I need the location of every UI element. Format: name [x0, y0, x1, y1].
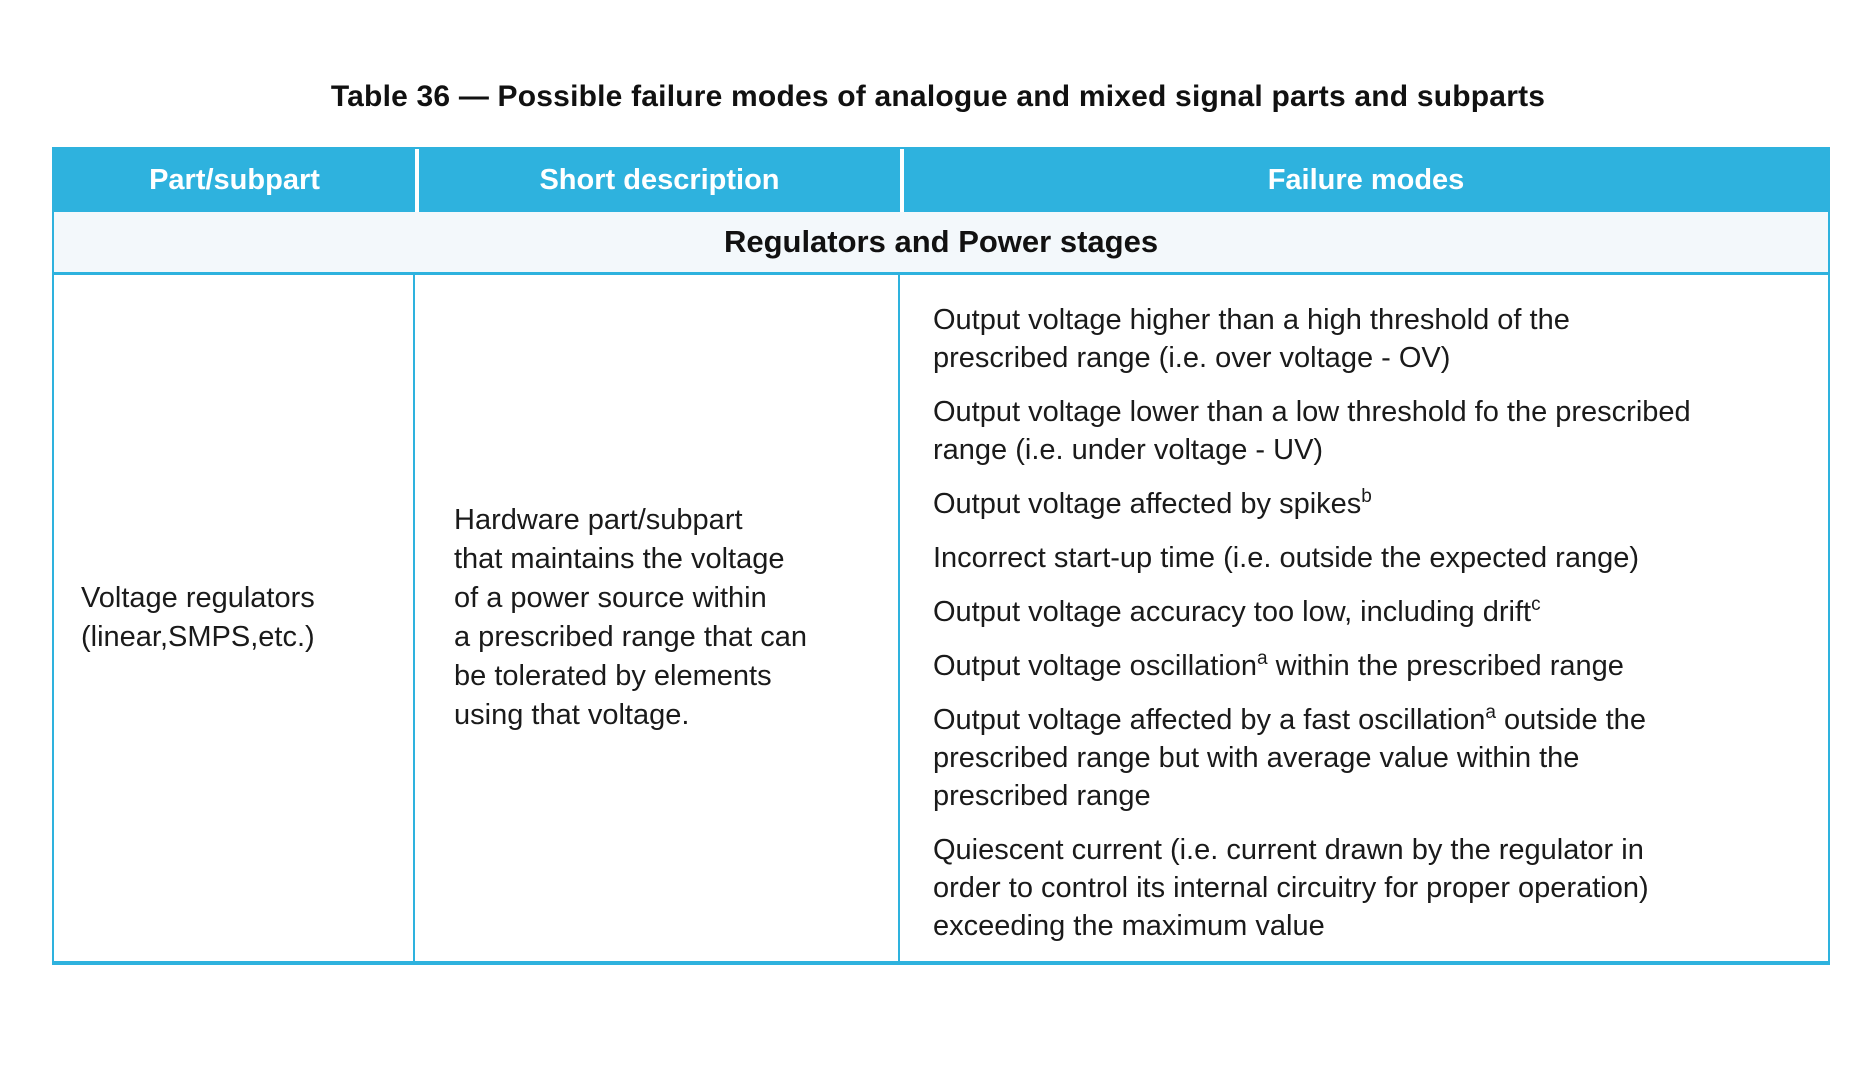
- failure-mode-line: range (i.e. under voltage - UV): [933, 434, 1324, 466]
- text-line: (linear,SMPS,etc.): [81, 621, 315, 653]
- failure-mode-item: [933, 301, 1802, 377]
- failure-mode-line: Output voltage oscillation$^a$ within the prescribed range: [933, 648, 1624, 682]
- failure-modes-table: [52, 147, 1830, 965]
- section-header-row: [54, 212, 1828, 275]
- table-body-row: [54, 275, 1828, 961]
- text-line: using that voltage.: [454, 699, 690, 731]
- failure-mode-line: Incorrect start-up time (i.e. outside the expected range): [933, 542, 1640, 574]
- text-line: be tolerated by elements: [454, 660, 772, 692]
- failure-mode-item: [933, 485, 1802, 523]
- column-header-failure-modes: Failure modes: [900, 149, 1828, 212]
- failure-mode-line: Output voltage accuracy too low, including drift$^c$: [933, 594, 1541, 628]
- failure-mode-line: Output voltage lower than a low threshold fo the prescribed: [933, 396, 1691, 428]
- failure-mode-line: Output voltage affected by a fast oscillation$^a$ outside the: [933, 702, 1646, 736]
- cell-failure-modes: [900, 275, 1828, 961]
- column-header-short-description: Short description: [415, 149, 900, 212]
- table-title: Table 36 — Possible failure modes of analogue and mixed signal parts and subparts: [330, 80, 1546, 113]
- text-line: that maintains the voltage: [454, 543, 785, 575]
- section-header-label: Regulators and Power stages: [723, 224, 1159, 259]
- failure-mode-item: [933, 539, 1802, 577]
- text-line: a prescribed range that can: [454, 621, 808, 653]
- failure-mode-item: [933, 831, 1802, 945]
- footnote-marker: b: [1361, 486, 1372, 507]
- footnote-marker: a: [1485, 702, 1496, 723]
- column-header-part-subpart: Part/subpart: [149, 164, 320, 196]
- text-line: of a power source within: [454, 582, 767, 614]
- failure-mode-item: [933, 647, 1802, 685]
- footnote-marker: c: [1531, 594, 1541, 615]
- failure-mode-line: prescribed range (i.e. over voltage - OV): [933, 342, 1451, 374]
- table-header-row: [54, 149, 1828, 212]
- failure-mode-item: [933, 393, 1802, 469]
- failure-mode-item: [933, 701, 1802, 815]
- failure-mode-line: order to control its internal circuitry for proper operation): [933, 872, 1649, 904]
- failure-mode-line: prescribed range but with average value within the: [933, 742, 1580, 774]
- text-line: Hardware part/subpart: [454, 504, 743, 536]
- footnote-marker: a: [1257, 648, 1268, 669]
- failure-mode-line: Output voltage higher than a high threshold of the: [933, 304, 1570, 336]
- failure-mode-line: prescribed range: [933, 780, 1151, 812]
- failure-mode-line: exceeding the maximum value: [933, 910, 1325, 942]
- document-page: [0, 80, 1876, 965]
- failure-mode-item: [933, 593, 1802, 631]
- text-line: Voltage regulators: [81, 582, 315, 614]
- failure-mode-line: Quiescent current (i.e. current drawn by the regulator in: [933, 834, 1644, 866]
- failure-mode-line: Output voltage affected by spikes$^b$: [933, 486, 1372, 520]
- cell-part-subpart: [54, 275, 415, 961]
- cell-short-description: [415, 275, 900, 961]
